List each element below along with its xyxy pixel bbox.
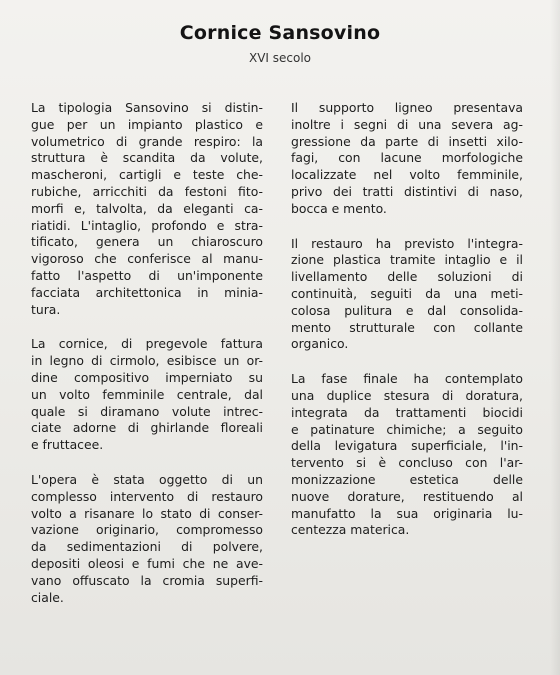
text-line: struttura è scandita da volute, [31,150,263,166]
text-line: un volto femminile centrale, dal [31,386,263,402]
text-line: integrata da trattamenti biocidi [291,404,523,420]
text-line: vigoroso che conferisce al manu- [31,251,263,267]
text-line: centezza materica. [291,522,410,538]
paragraph-left-3 [31,472,263,606]
text-line: della levigatura superficiale, l'in- [291,438,523,454]
text-line: dine compositivo imperniato su [31,369,263,385]
text-line: rubiche, arricchiti da festoni fito- [31,183,263,199]
text-line: manufatto la sua originaria lu- [291,505,523,521]
page-subtitle: XVI secolo [248,51,312,65]
text-line: e patinature chimiche; a seguito [291,421,523,437]
text-line: fagi, con lacune morfologiche [291,150,523,166]
text-line: vano offuscato la cromia superfi- [31,572,263,588]
text-line: vazione originario, compromesso [31,522,263,538]
text-line: quale si diramano volute intrec- [31,403,263,419]
right-column [291,100,523,557]
text-line: localizzate nel volto femminile, [291,167,523,183]
text-line: volumetrico di grande respiro: la [31,133,263,149]
text-line: Il restauro ha previsto l'integra- [291,235,523,251]
text-line: volto a risanare lo stato di conser- [31,505,263,521]
text-line: L'opera è stata oggetto di un [31,471,263,487]
text-line: Il supporto ligneo presentava [291,100,523,115]
paragraph-left-2 [31,336,263,454]
text-line: tificato, genera un chiaroscuro [31,234,263,250]
text-line: La cornice, di pregevole fattura [31,336,263,352]
text-line: nuove dorature, restituendo al [291,488,523,504]
text-line: gressione da parte di insetti xilo- [291,133,523,149]
text-line: colosa pulitura e dal consolida- [291,302,523,318]
text-line: La tipologia Sansovino si distin- [31,100,263,115]
text-line: gue per un impianto plastico e [31,116,263,132]
text-line: monizzazione estetica delle [291,471,523,487]
panel-edge-shadow [550,0,560,675]
paragraph-right-3 [291,371,523,539]
text-line: livellamento delle soluzioni di [291,269,523,285]
text-line: ciate adorne di ghirlande floreali [31,420,263,436]
left-column [31,100,263,624]
text-line: una duplice stesura di doratura, [291,387,523,403]
text-line: privo dei tratti distintivi di naso, [291,183,523,199]
text-line: facciata architettonica in minia- [31,284,263,300]
text-line: organico. [291,336,349,352]
paragraph-right-2 [291,236,523,354]
text-line: e fruttacee. [31,437,104,453]
text-line: mento strutturale con collante [291,319,523,335]
text-line: in legno di cirmolo, esibisce un or- [31,353,263,369]
text-line: mascheroni, cartigli e teste che- [31,167,263,183]
text-line: riatidi. L'intaglio, profondo e stra- [31,217,263,233]
text-line: tura. [31,301,61,317]
text-line: bocca e mento. [291,200,387,216]
text-line: morfi e, talvolta, da eleganti ca- [31,200,263,216]
paragraph-right-1 [291,100,523,218]
text-line: La fase finale ha contemplato [291,371,523,387]
text-line: continuità, seguiti da una meti- [291,285,523,301]
text-line: inoltre i segni di una severa ag- [291,116,523,132]
page-title: Cornice Sansovino [179,22,381,44]
text-line: tervento si è concluso con l'ar- [291,455,523,471]
text-line: depositi oleosi e fumi che ne ave- [31,555,263,571]
text-line: zione plastica tramite intaglio e il [291,252,523,268]
text-line: fatto l'aspetto di un'imponente [31,267,263,283]
text-line: complesso intervento di restauro [31,488,263,504]
text-line: da sedimentazioni di polvere, [31,539,263,555]
paragraph-left-1 [31,100,263,318]
text-line: ciale. [31,589,64,605]
